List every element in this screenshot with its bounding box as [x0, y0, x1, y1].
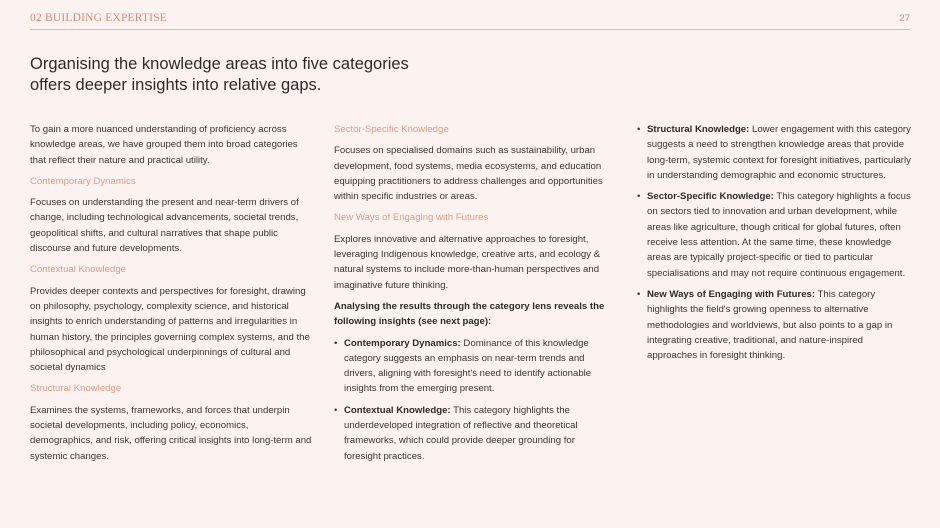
- list-item: [637, 287, 913, 363]
- list-item: [334, 336, 612, 397]
- page-header: [30, 12, 910, 30]
- bullet-label: Structural Knowledge:: [647, 124, 750, 135]
- column-1: [30, 122, 312, 470]
- new-ways-of-engaging-body: Explores innovative and alternative approaches to foresight, leveraging Indigenous knowledge, creative arts, and ecology & natural systems to include more-than-human perspectives and imaginative future thinking.: [334, 233, 601, 291]
- insights-list: [334, 336, 612, 464]
- insights-list-continued: [637, 122, 913, 363]
- contextual-knowledge-body: Provides deeper contexts and perspectives for foresight, drawing on philosophy, psychology, complexity science, and historical insights to enrich understanding of patterns and irregularities in human history, the principles governing complex systems, and the philosophical and psychological underpinnings of cultural and societal dynamics: [30, 285, 310, 374]
- page-headline: [30, 54, 460, 96]
- analysis-heading: Analysing the results through the category lens reveals the following insights (see next page):: [334, 300, 605, 328]
- column-3: [637, 122, 913, 369]
- bullet-icon: •: [637, 124, 641, 135]
- bullet-label: Contemporary Dynamics:: [344, 337, 461, 349]
- subheading-contextual-knowledge: Contextual Knowledge: [30, 264, 127, 276]
- bullet-label: Contextual Knowledge:: [344, 404, 451, 416]
- bullet-text: This category highlights a focus on sectors tied to innovation and urban development, while areas like agriculture, though critical for global futures, often receive less attention. At the same time, these knowledge areas are typically project-specific or tied to particular specialisations and may not require continuous engagement.: [647, 191, 911, 279]
- section-title: 02 BUILDING EXPERTISE: [30, 12, 168, 24]
- column-2: [334, 122, 612, 470]
- bullet-text: Lower engagement with this category suggests a need to strengthen knowledge areas that provide long-term, systemic context for foresight initiatives, particularly in understanding demographic and economic structures.: [647, 124, 911, 181]
- page-number: 27: [899, 13, 910, 24]
- subheading-new-ways-of-engaging: New Ways of Engaging with Futures: [334, 212, 489, 224]
- subheading-sector-specific-knowledge: Sector-Specific Knowledge: [334, 124, 449, 135]
- list-item: [637, 122, 913, 183]
- bullet-text: This category highlights the underdeveloped integration of reflective and theoretical frameworks, which could provide deeper grounding for foresight practices.: [344, 404, 578, 462]
- sector-specific-knowledge-body: Focuses on specialised domains such as sustainability, urban development, food systems, media ecosystems, and education equipping practitioners to address challenges and opportunities within specific industries or areas.: [334, 145, 603, 203]
- headline-line-2: offers deeper insights into relative gaps.: [30, 76, 322, 94]
- bullet-icon: •: [334, 404, 338, 416]
- bullet-label: New Ways of Engaging with Futures:: [647, 288, 816, 300]
- structural-knowledge-body: Examines the systems, frameworks, and forces that underpin societal developments, including policy, economics, demographics, and risk, offering critical insights into long-term and systemic changes.: [30, 404, 312, 462]
- contemporary-dynamics-body: Focuses on understanding the present and near-term drivers of change, including technological advancements, societal trends, geopolitical shifts, and cultural narratives that shape public discourse and future developments.: [30, 197, 299, 255]
- bullet-icon: •: [334, 337, 338, 349]
- headline-line-1: Organising the knowledge areas into five categories: [30, 55, 409, 73]
- bullet-icon: •: [637, 191, 641, 203]
- subheading-structural-knowledge: Structural Knowledge: [30, 383, 122, 395]
- bullet-icon: •: [637, 288, 641, 300]
- subheading-contemporary-dynamics: Contemporary Dynamics: [30, 175, 136, 187]
- list-item: [334, 403, 612, 464]
- bullet-label: Sector-Specific Knowledge:: [647, 191, 774, 203]
- intro-paragraph: To gain a more nuanced understanding of proficiency across knowledge areas, we have grouped them into broad categories that reflect their nature and practical utility.: [30, 124, 298, 166]
- bullet-text: This category highlights the field's growing openness to alternative methodologies and worldviews, but also points to a gap in integrating creative, traditional, and nature-inspired approaches in foresight thinking.: [647, 288, 893, 362]
- bullet-text: Dominance of this knowledge category suggests an emphasis on near-term trends and drivers, aligning with foresight's need to identify actionable insights from the emerging present.: [344, 337, 592, 395]
- list-item: [637, 189, 913, 281]
